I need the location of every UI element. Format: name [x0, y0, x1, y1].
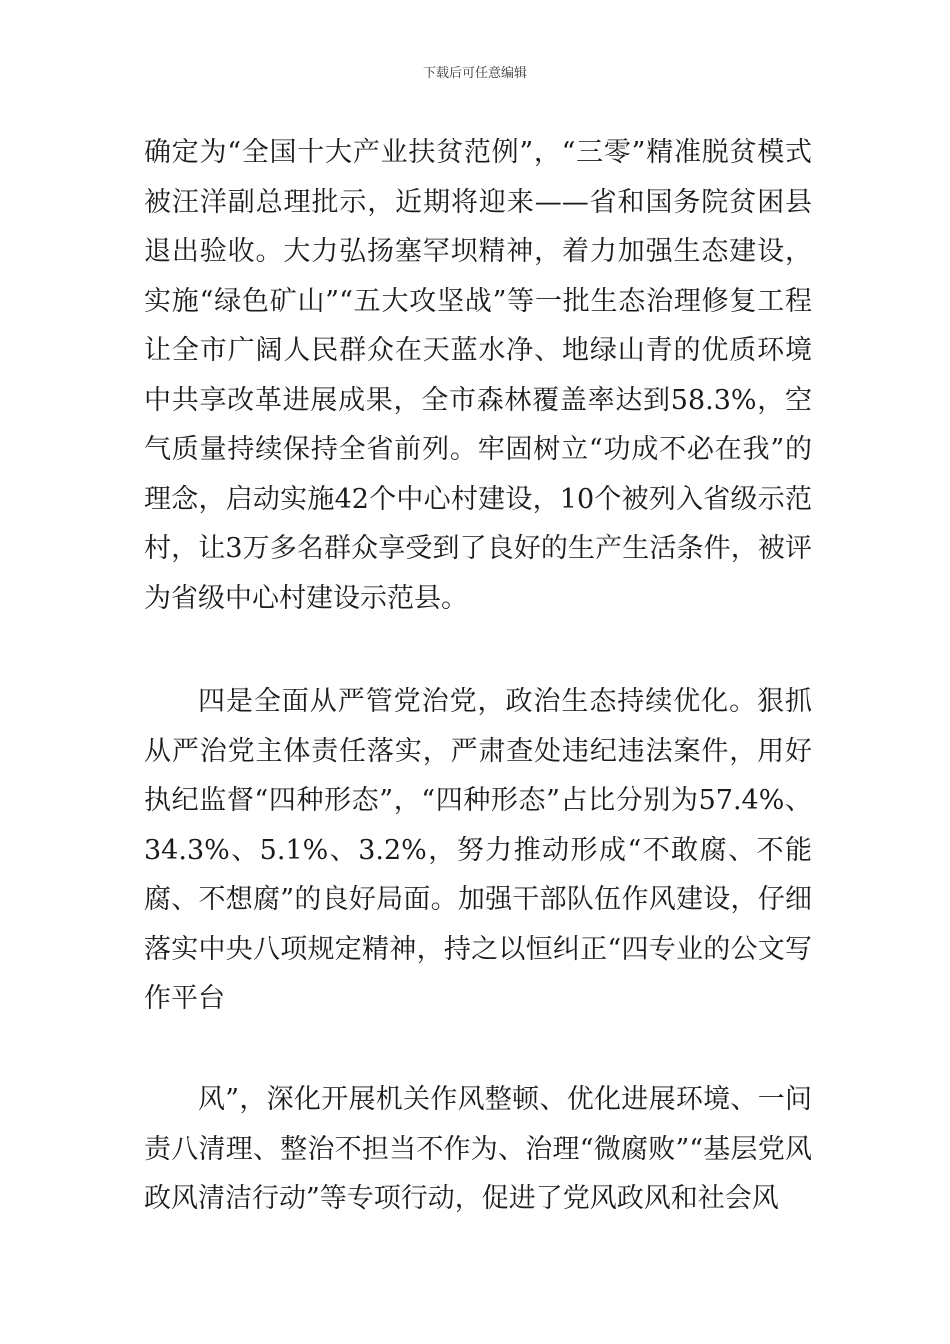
page-header: 下载后可任意编辑 — [422, 66, 527, 81]
body-paragraph-3: 风”，深化开展机关作风整顿、优化进展环境、一问责八清理、整治不担当不作为、治理“微腐败”“基层党风政风清洁行动”等专项行动，促进了党风政风和社会风 — [144, 1084, 812, 1214]
body-paragraph-2: 四是全面从严管党治党，政治生态持续优化。狠抓从严治党主体责任落实，严肃查处违纪违法案件，用好执纪监督“四种形态”，“四种形态”占比分别为57.4%、34.3%、5.1%、3.2%，努力推动形成“不敢腐、不能腐、不想腐”的良好局面。加强干部队伍作风建设，仔细落实中央八项规定精神，持之以恒纠正“四专业的公文写作平台 — [144, 686, 812, 1014]
body-paragraph-1: 确定为“全国十大产业扶贫范例”，“三零”精准脱贫模式被汪洋副总理批示，近期将迎来——省和国务院贫困县退出验收。大力弘扬塞罕坝精神，着力加强生态建设，实施“绿色矿山”“五大攻坚战”等一批生态治理修复工程让全市广阔人民群众在天蓝水净、地绿山青的优质环境中共享改革进展成果，全市森林覆盖率达到58.3%，空气质量持续保持全省前列。牢固树立“功成不必在我”的理念，启动实施42个中心村建设，10个被列入省级示范村，让3万多名群众享受到了良好的生产生活条件，被评为省级中心村建设示范县。 — [144, 137, 812, 614]
